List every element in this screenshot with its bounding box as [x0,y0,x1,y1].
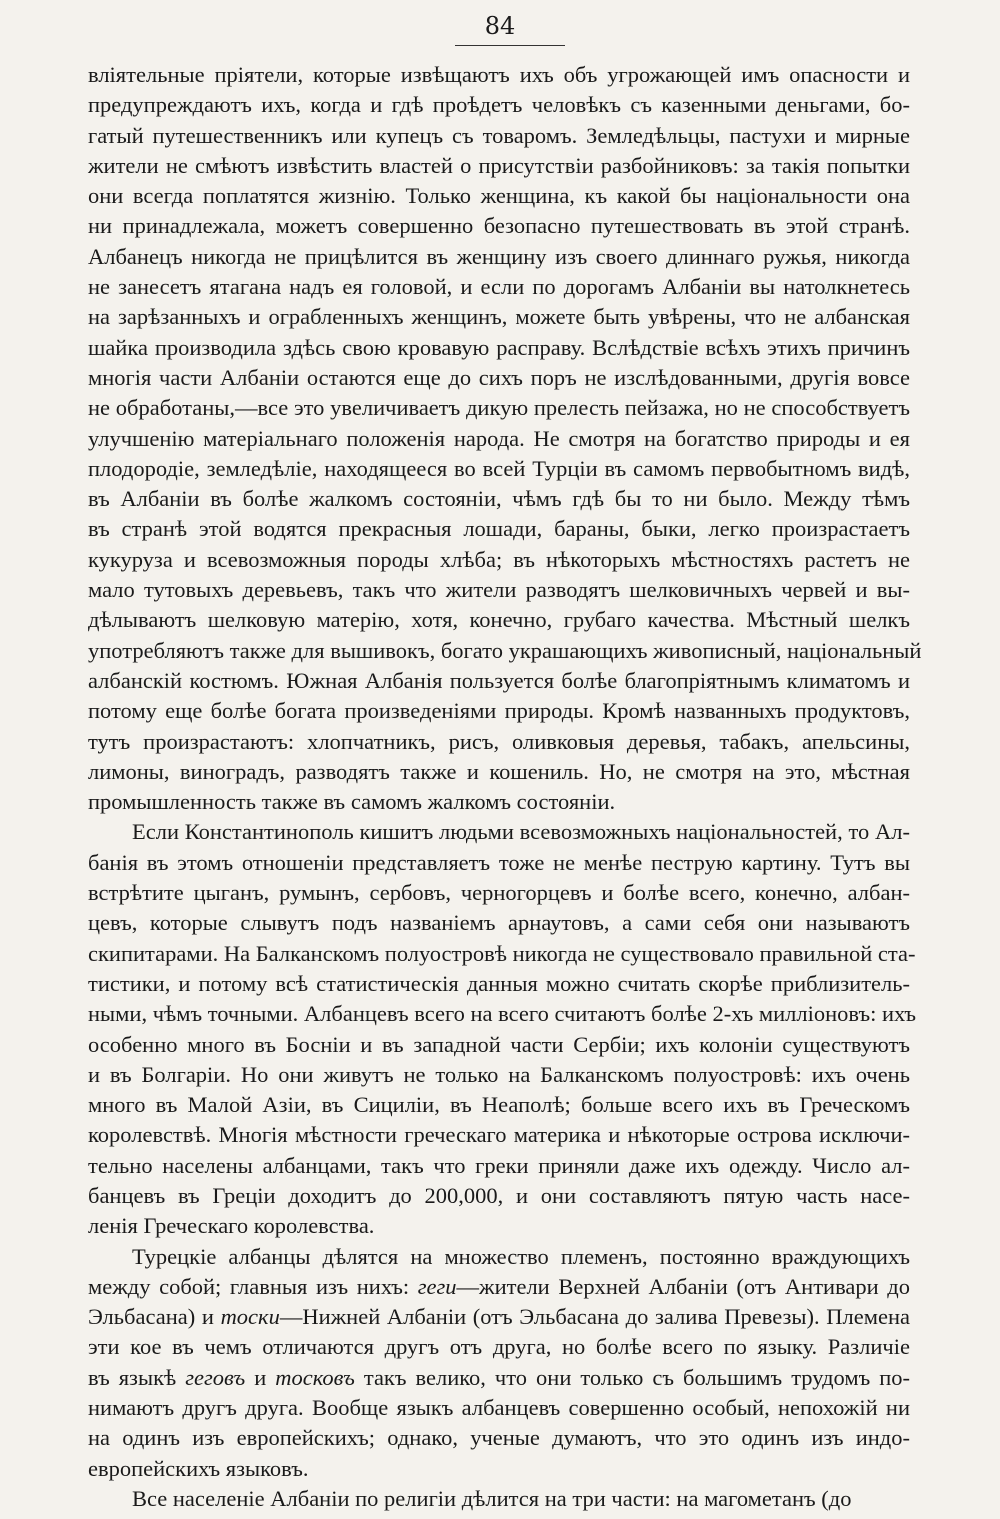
text-line [88,1030,910,1060]
text-run: шайка производила здѣсь свою кровавую расправу. Вслѣдствiе всѣхъ этихъ причинъ [88,334,910,360]
text-run: не обработаны,—все это увеличиваетъ дикую прелесть пейзажа, но не способствуетъ [88,395,910,421]
text-line [88,151,910,181]
text-line [88,545,910,575]
italic-term: тоски [220,1304,280,1330]
text-run: цевъ, которые слывутъ подъ названiемъ арнаутовъ, а сами себя они называютъ [88,910,910,936]
text-line [88,1393,910,1423]
text-line [88,908,910,938]
text-run: на зарѣзанныхъ и ограбленныхъ женщинъ, можете быть увѣрены, что не албанская [88,304,910,330]
text-line [88,878,910,908]
text-line [88,272,910,302]
text-line [88,90,910,120]
text-line [88,605,910,635]
text-line [88,181,910,211]
text-run: особенно много въ Боснiи и въ западной части Сербiи; ихъ колонiи существуютъ [88,1031,910,1057]
text-line [88,60,910,90]
text-run: потому еще болѣе богата произведенiями природы. Кромѣ названныхъ продуктовъ, [88,698,910,724]
text-run: промышленность также въ самомъ жалкомъ состоянiи. [88,789,616,815]
text-run: ни принадлежала, можетъ совершенно безопасно путешествовать въ этой странѣ. [88,213,910,239]
text-line [88,211,910,241]
text-run: королевствѣ. Многiя мѣстности греческаго материка и нѣкоторые острова исключи- [88,1122,910,1148]
text-line [88,1302,910,1332]
text-line [88,817,910,847]
text-run: эти кое въ чемъ отличаются другъ отъ друга, но болѣе всего по языку. Различiе [88,1334,910,1360]
text-line [88,1211,910,1241]
text-line [88,636,922,666]
text-line [88,757,910,787]
text-run: скипитарами. На Балканскомъ полуостровѣ никогда не существовало правильной ста- [88,940,916,966]
text-line [88,1484,910,1514]
paragraph [88,60,922,817]
text-run: на одинъ изъ европейскихъ; однако, ученые думаютъ, что это одинъ изъ индо- [88,1425,910,1451]
paragraph [88,1484,910,1514]
text-line [88,1060,910,1090]
paragraph [88,817,917,1241]
text-run: —жители Верхней Албанiи (отъ Антивари до [456,1273,910,1299]
text-run: дѣлываютъ шелковую матерiю, хотя, конечно, грубаго качества. Мѣстный шелкъ [88,607,910,633]
header-rule [455,45,565,46]
text-run: мало тутовыхъ деревьевъ, такъ что жители разводятъ шелковичныхъ червей и вы- [88,577,910,603]
text-line [88,484,910,514]
italic-term: геговъ [185,1364,246,1390]
text-run: европейскихъ языковъ. [88,1455,309,1481]
text-run: не занесетъ ятагана надъ ея головой, и если по дорогамъ Албанiи вы натолкнетесь [88,274,910,300]
text-line [88,969,910,999]
text-run: употребляютъ также для вышивокъ, богато украшающихъ живописный, нацiональный [88,637,922,663]
text-line [88,1272,910,1302]
text-run: плодородiе, земледѣлiе, находящееся во всей Турцiи въ самомъ первобытномъ видѣ, [88,455,910,481]
text-run: Албанецъ никогда не прицѣлится въ женщину изъ своего длиннаго ружья, никогда [88,243,910,269]
text-run: влiятельные прiятели, которые извѣщаютъ ихъ объ угрожающей имъ опасности и [88,62,910,87]
text-run: Если Константинополь кишитъ людьми всевозможныхъ нацiональностей, то Ал- [132,819,910,845]
text-line [88,575,910,605]
text-run: —Нижней Албанiи (отъ Эльбасана до залива Превезы). Племена [279,1304,910,1330]
text-line [88,302,910,332]
text-line [88,1242,910,1272]
text-run: встрѣтите цыганъ, румынъ, сербовъ, черногорцевъ и болѣе всего, конечно, албан- [88,880,910,906]
text-line [88,514,910,544]
italic-term: тосковъ [275,1364,355,1390]
text-line [88,393,910,423]
text-run: ными, чѣмъ точными. Албанцевъ всего на всего считаютъ болѣе 2-хъ миллiоновъ: ихъ [88,1001,917,1027]
text-run: ленiя Греческаго королевства. [88,1213,375,1239]
text-run: они всегда поплатятся жизнiю. Только женщина, къ какой бы нацiональности она [88,183,910,209]
page-number: 84 [484,12,516,40]
text-line [88,939,916,969]
text-run: и въ Болгарiи. Но они живутъ не только на Балканскомъ полуостровѣ: ихъ очень [88,1061,910,1087]
text-line [88,454,910,484]
text-run: въ языкѣ [88,1364,186,1390]
text-run: Эльбасана) и [88,1304,221,1330]
text-line [88,1332,910,1362]
text-line [88,333,910,363]
text-line [88,727,910,757]
text-run: тистики, и потому всѣ статистическiя данныя можно считать скорѣе приблизитель- [88,970,910,996]
italic-term: геги [417,1273,457,1299]
text-run: много въ Малой Азiи, въ Сицилiи, въ Неаполѣ; больше всего ихъ въ Греческомъ [88,1092,910,1118]
text-run: многiя части Албанiи остаются еще до сихъ поръ не изслѣдованными, другiя вовсе [88,364,910,390]
text-line [88,1181,910,1211]
text-run: предупреждаютъ ихъ, когда и гдѣ проѣдетъ человѣкъ съ казенными деньгами, бо- [88,92,910,118]
text-line [88,121,910,151]
text-run: тутъ произрастаютъ: хлопчатникъ, рисъ, оливковыя деревья, табакъ, апельсины, [88,728,910,754]
text-run: кукуруза и всевозможныя породы хлѣба; въ нѣкоторыхъ мѣстностяхъ растетъ не [88,546,910,572]
text-line [88,1120,910,1150]
text-line [88,1363,910,1393]
text-run: Турецкiе албанцы дѣлятся на множество племенъ, постоянно враждующихъ [132,1243,910,1269]
text-run: гатый путешественникъ или купецъ съ товаромъ. Земледѣльцы, пастухи и мирные [88,122,910,148]
text-run: тельно населены албанцами, такъ что греки приняли даже ихъ одежду. Число ал- [88,1152,910,1178]
text-run: въ Албанiи въ болѣе жалкомъ состоянiи, чѣмъ гдѣ бы то ни было. Между тѣмъ [88,486,910,512]
text-run: лимоны, виноградъ, разводятъ также и кошениль. Но, не смотря на это, мѣстная [88,758,910,784]
text-line [88,363,910,393]
text-run: нимаютъ другъ друга. Вообще языкъ албанцевъ совершенно особый, непохожiй ни [88,1395,910,1421]
text-run: между собой; главныя изъ нихъ: [88,1273,418,1299]
text-run: такъ велико, что они только съ большимъ трудомъ по- [354,1364,911,1390]
text-run: албанскiй костюмъ. Южная Албанiя пользуется болѣе благопрiятнымъ климатомъ и [88,667,910,693]
text-line [88,696,910,726]
text-run: Все населенiе Албанiи по религiи дѣлится на три части: на магометанъ (до [132,1485,852,1511]
text-line [88,1090,910,1120]
text-run: улучшенiю матерiальнаго положенiя народа. Не смотря на богатство природы и ея [88,425,910,451]
text-run: въ странѣ этой водятся прекрасныя лошади, бараны, быки, легко произрастаетъ [88,516,910,542]
text-line [88,424,910,454]
text-line [88,1151,910,1181]
text-line [88,999,917,1029]
paragraph [88,1242,910,1484]
text-line [88,1454,910,1484]
text-run: банiя въ этомъ отношенiи представляетъ тоже не менѣе пеструю картину. Тутъ вы [88,849,910,875]
text-run: банцевъ въ Грецiи доходитъ до 200,000, и они составляютъ пятую часть насе- [88,1182,910,1208]
text-line [88,848,910,878]
text-run: жители не смѣютъ извѣстить властей о присутствiи разбойниковъ: за такiя попытки [88,152,910,178]
body-text [88,60,922,1514]
text-line [88,666,910,696]
text-run: и [245,1364,276,1390]
text-line [88,242,910,272]
text-line [88,1423,910,1453]
text-line [88,787,910,817]
